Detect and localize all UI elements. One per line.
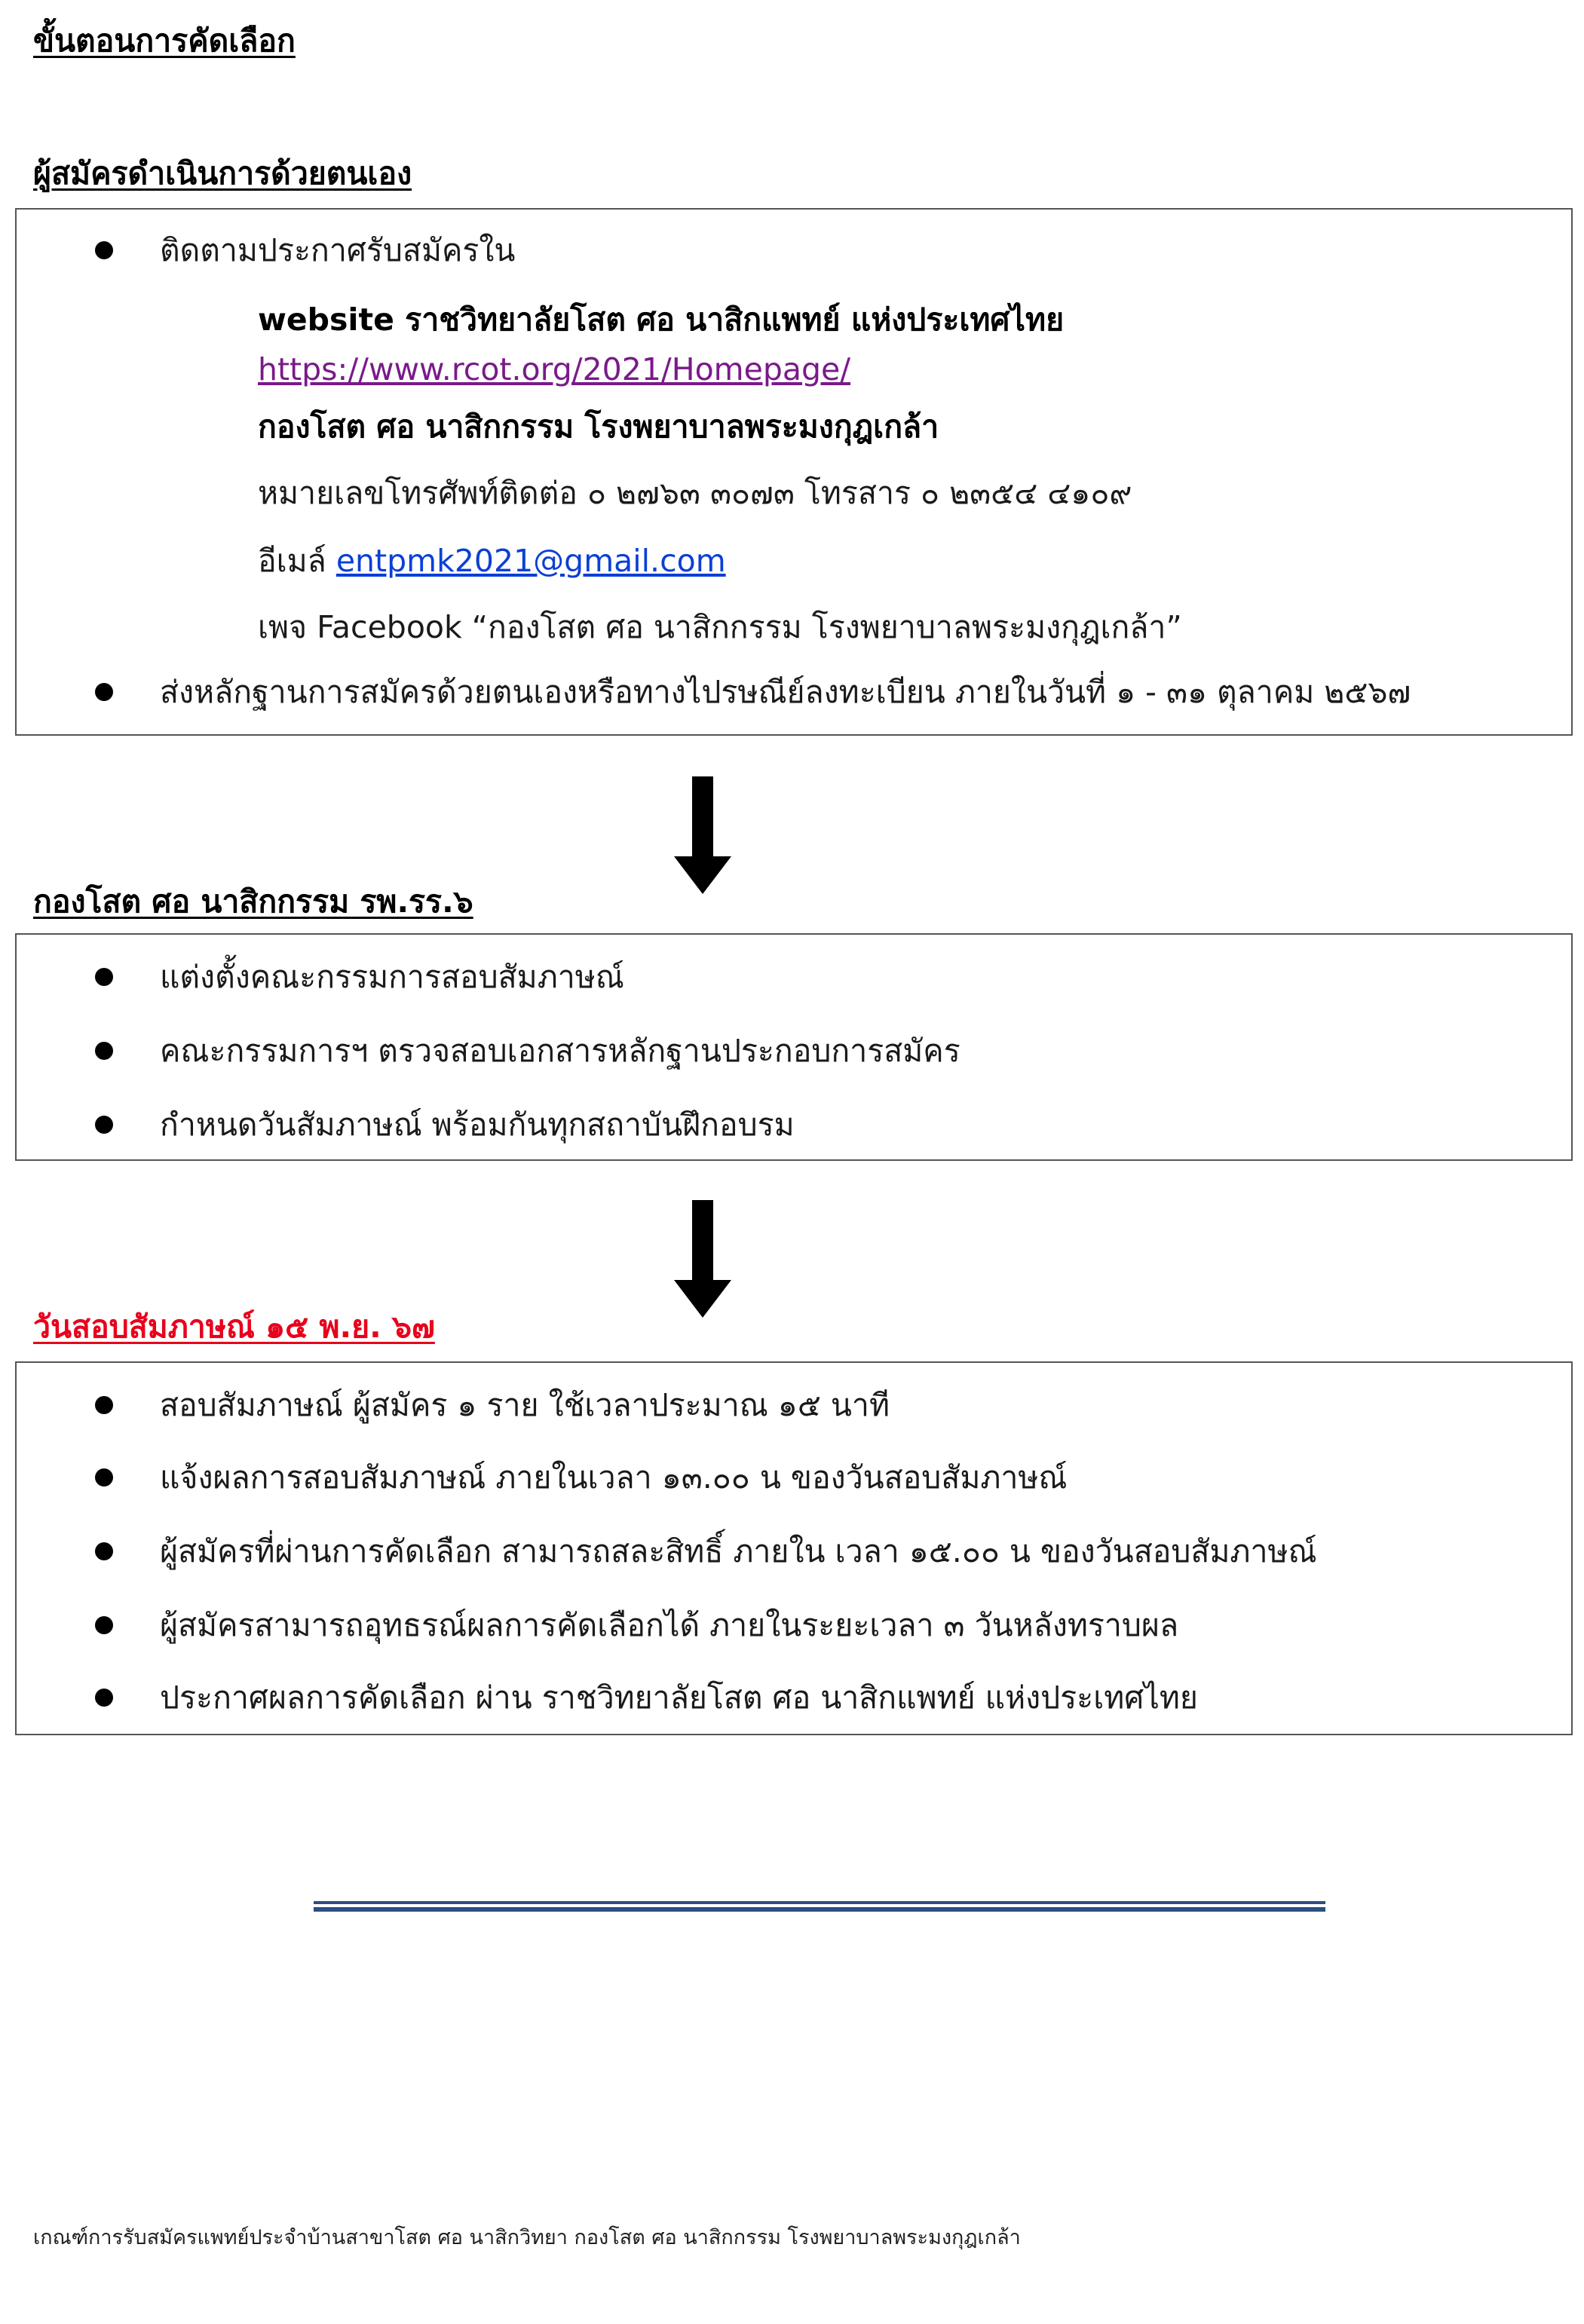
email-label: อีเมล์	[258, 543, 336, 579]
bullet-icon	[95, 1616, 113, 1634]
bullet-icon	[95, 968, 113, 986]
bullet-icon	[95, 683, 113, 701]
section1-heading: ผู้สมัครดำเนินการด้วยตนเอง	[33, 155, 412, 191]
department-line: กองโสต ศอ นาสิกกรรม โรงพยาบาลพระมงกุฎเกล้า	[258, 409, 939, 445]
website-link[interactable]: https://www.rcot.org/2021/Homepage/	[258, 351, 851, 387]
bullet-icon	[95, 1042, 113, 1060]
down-arrow-icon	[665, 1200, 740, 1321]
section2-box: แต่งตั้งคณะกรรมการสอบสัมภาษณ์ คณะกรรมการฯ ตรวจสอบเอกสารหลักฐานประกอบการสมัคร กำหนดวันสัมภาษณ์ พร้อมกันทุกสถาบันฝึกอบรม	[15, 933, 1573, 1161]
bullet-icon	[95, 241, 113, 259]
email-link[interactable]: entpmk2021@gmail.com	[335, 543, 726, 579]
facebook-line: เพจ Facebook “กองโสต ศอ นาสิกกรรม โรงพยาบาลพระมงกุฎเกล้า”	[258, 609, 1182, 645]
page-title: ขั้นตอนการคัดเลือก	[33, 23, 296, 59]
section1-box: ติดตามประกาศรับสมัครใน website ราชวิทยาลัยโสต ศอ นาสิกแพทย์ แห่งประเทศไทย https://www.rcot.org/2021/Homepage/ กองโสต ศอ นาสิกกรรม โรงพยาบาลพระมงกุฎเกล้า หมายเลขโทรศัพท์ติดต่อ ๐ ๒๗๖๓ ๓๐๗๓ โทรสาร ๐ ๒๓๕๔ ๔๑๐๙ อีเมล์ entpmk2021@gmail.com เพจ Facebook “กองโสต ศอ นาสิกกรรม โรงพยาบาลพระมงกุฎเกล้า” ส่งหลักฐานการสมัครด้วยตนเองหรือทางไปรษณีย์ลงทะเบียน ภายในวันที่ ๑ - ๓๑ ตุลาคม ๒๕๖๗	[15, 208, 1573, 736]
bullet-icon	[95, 1689, 113, 1707]
divider	[314, 1901, 1325, 1912]
phone-line: หมายเลขโทรศัพท์ติดต่อ ๐ ๒๗๖๓ ๓๐๗๓ โทรสาร ๐ ๒๓๕๔ ๔๑๐๙	[258, 475, 1132, 511]
section3-box: สอบสัมภาษณ์ ผู้สมัคร ๑ ราย ใช้เวลาประมาณ ๑๕ นาที แจ้งผลการสอบสัมภาษณ์ ภายในเวลา ๑๓.๐๐ น ของวันสอบสัมภาษณ์ ผู้สมัครที่ผ่านการคัดเลือก สามารถสละสิทธิ์ ภายใน เวลา ๑๕.๐๐ น ของวันสอบสัมภาษณ์ ผู้สมัครสามารถอุทธรณ์ผลการคัดเลือกได้ ภายในระยะเวลา ๓ วันหลังทราบผล ประกาศผลการคัดเลือก ผ่าน ราชวิทยาลัยโสต ศอ นาสิกแพทย์ แห่งประเทศไทย	[15, 1361, 1573, 1735]
section2-heading: กองโสต ศอ นาสิกกรรม รพ.รร.๖	[33, 883, 473, 920]
bullet-icon	[95, 1468, 113, 1487]
website-line: website ราชวิทยาลัยโสต ศอ นาสิกแพทย์ แห่งประเทศไทย	[258, 302, 1065, 338]
page-footer: เกณฑ์การรับสมัครแพทย์ประจำบ้านสาขาโสต ศอ นาสิกวิทยา กองโสต ศอ นาสิกกรรม โรงพยาบาลพระมงกุฎเกล้า	[33, 2226, 1021, 2249]
email-line	[258, 537, 726, 586]
down-arrow-icon	[665, 776, 740, 897]
bullet-icon	[95, 1396, 113, 1414]
section3-heading: วันสอบสัมภาษณ์ ๑๕ พ.ย. ๖๗	[33, 1309, 435, 1345]
bullet-icon	[95, 1542, 113, 1560]
bullet-icon	[95, 1116, 113, 1134]
